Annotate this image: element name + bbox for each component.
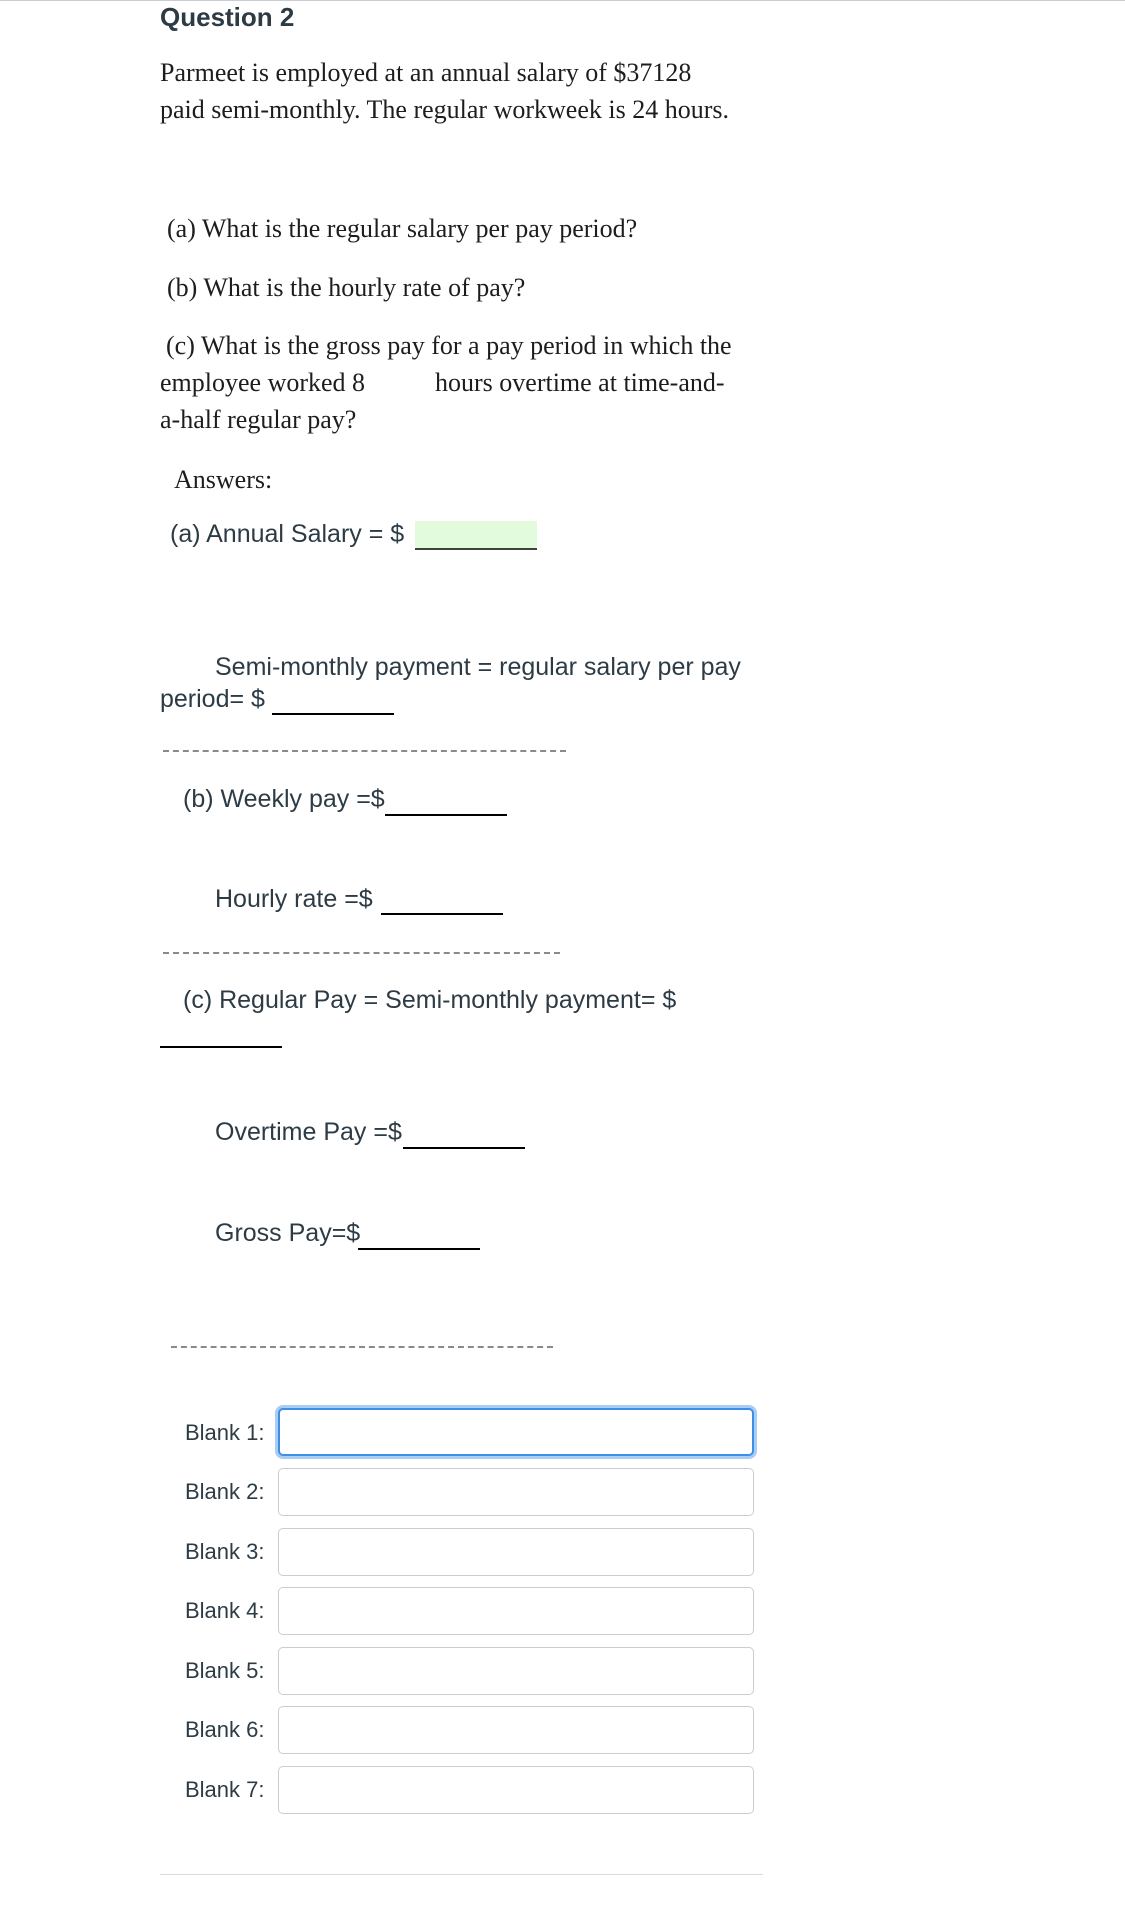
blank-1-label: Blank 1: <box>185 1420 265 1445</box>
blank-4-input[interactable] <box>278 1587 754 1635</box>
question-part-c-line-2a: employee worked 8 <box>160 368 366 397</box>
blank-2-label: Blank 2: <box>185 1479 265 1504</box>
overtime-pay-label: Overtime Pay =$ <box>215 1118 402 1146</box>
semi-monthly-blank <box>272 713 394 715</box>
overtime-pay-blank <box>403 1147 525 1149</box>
blank-1-input[interactable] <box>278 1408 754 1456</box>
top-divider <box>0 0 1125 1</box>
section-divider-3 <box>171 1346 553 1348</box>
bottom-divider <box>160 1874 763 1875</box>
semi-monthly-label-line-1: Semi-monthly payment = regular salary per pay <box>215 653 741 681</box>
question-stem-line-2: paid semi-monthly. The regular workweek is 24 hours. <box>160 95 729 124</box>
hourly-rate-blank <box>381 913 503 915</box>
blank-7-input[interactable] <box>278 1766 754 1814</box>
blank-2-input[interactable] <box>278 1468 754 1516</box>
section-divider-1 <box>163 750 566 752</box>
question-part-c-line-1: (c) What is the gross pay for a pay period in which the <box>166 331 732 360</box>
question-part-c-line-2b: hours overtime at time-and- <box>435 368 725 397</box>
question-part-c-line-3: a-half regular pay? <box>160 405 357 434</box>
gross-pay-label: Gross Pay=$ <box>215 1219 361 1247</box>
section-divider-2 <box>163 952 560 954</box>
question-stem-line-1: Parmeet is employed at an annual salary of $37128 <box>160 58 692 87</box>
blank-6-label: Blank 6: <box>185 1717 265 1742</box>
blank-6-input[interactable] <box>278 1706 754 1754</box>
gross-pay-blank <box>358 1248 480 1250</box>
blank-5-input[interactable] <box>278 1647 754 1695</box>
annual-salary-label: (a) Annual Salary = $ <box>170 520 405 548</box>
blank-3-label: Blank 3: <box>185 1539 265 1564</box>
weekly-pay-blank <box>385 814 507 816</box>
semi-monthly-label-line-2: period= $ <box>160 685 265 713</box>
regular-pay-label: (c) Regular Pay = Semi-monthly payment= $ <box>183 986 677 1014</box>
blank-3-input[interactable] <box>278 1528 754 1576</box>
question-part-b: (b) What is the hourly rate of pay? <box>167 273 526 302</box>
weekly-pay-label: (b) Weekly pay =$ <box>183 785 385 813</box>
annual-salary-blank <box>415 548 537 550</box>
answers-heading: Answers: <box>174 465 273 494</box>
question-part-a: (a) What is the regular salary per pay period? <box>167 214 638 243</box>
annual-salary-highlight <box>415 521 537 549</box>
blank-7-label: Blank 7: <box>185 1777 265 1802</box>
blank-5-label: Blank 5: <box>185 1658 265 1683</box>
question-title: Question 2 <box>160 2 295 32</box>
blank-4-label: Blank 4: <box>185 1598 265 1623</box>
hourly-rate-label: Hourly rate =$ <box>215 885 373 913</box>
regular-pay-blank <box>160 1046 282 1048</box>
